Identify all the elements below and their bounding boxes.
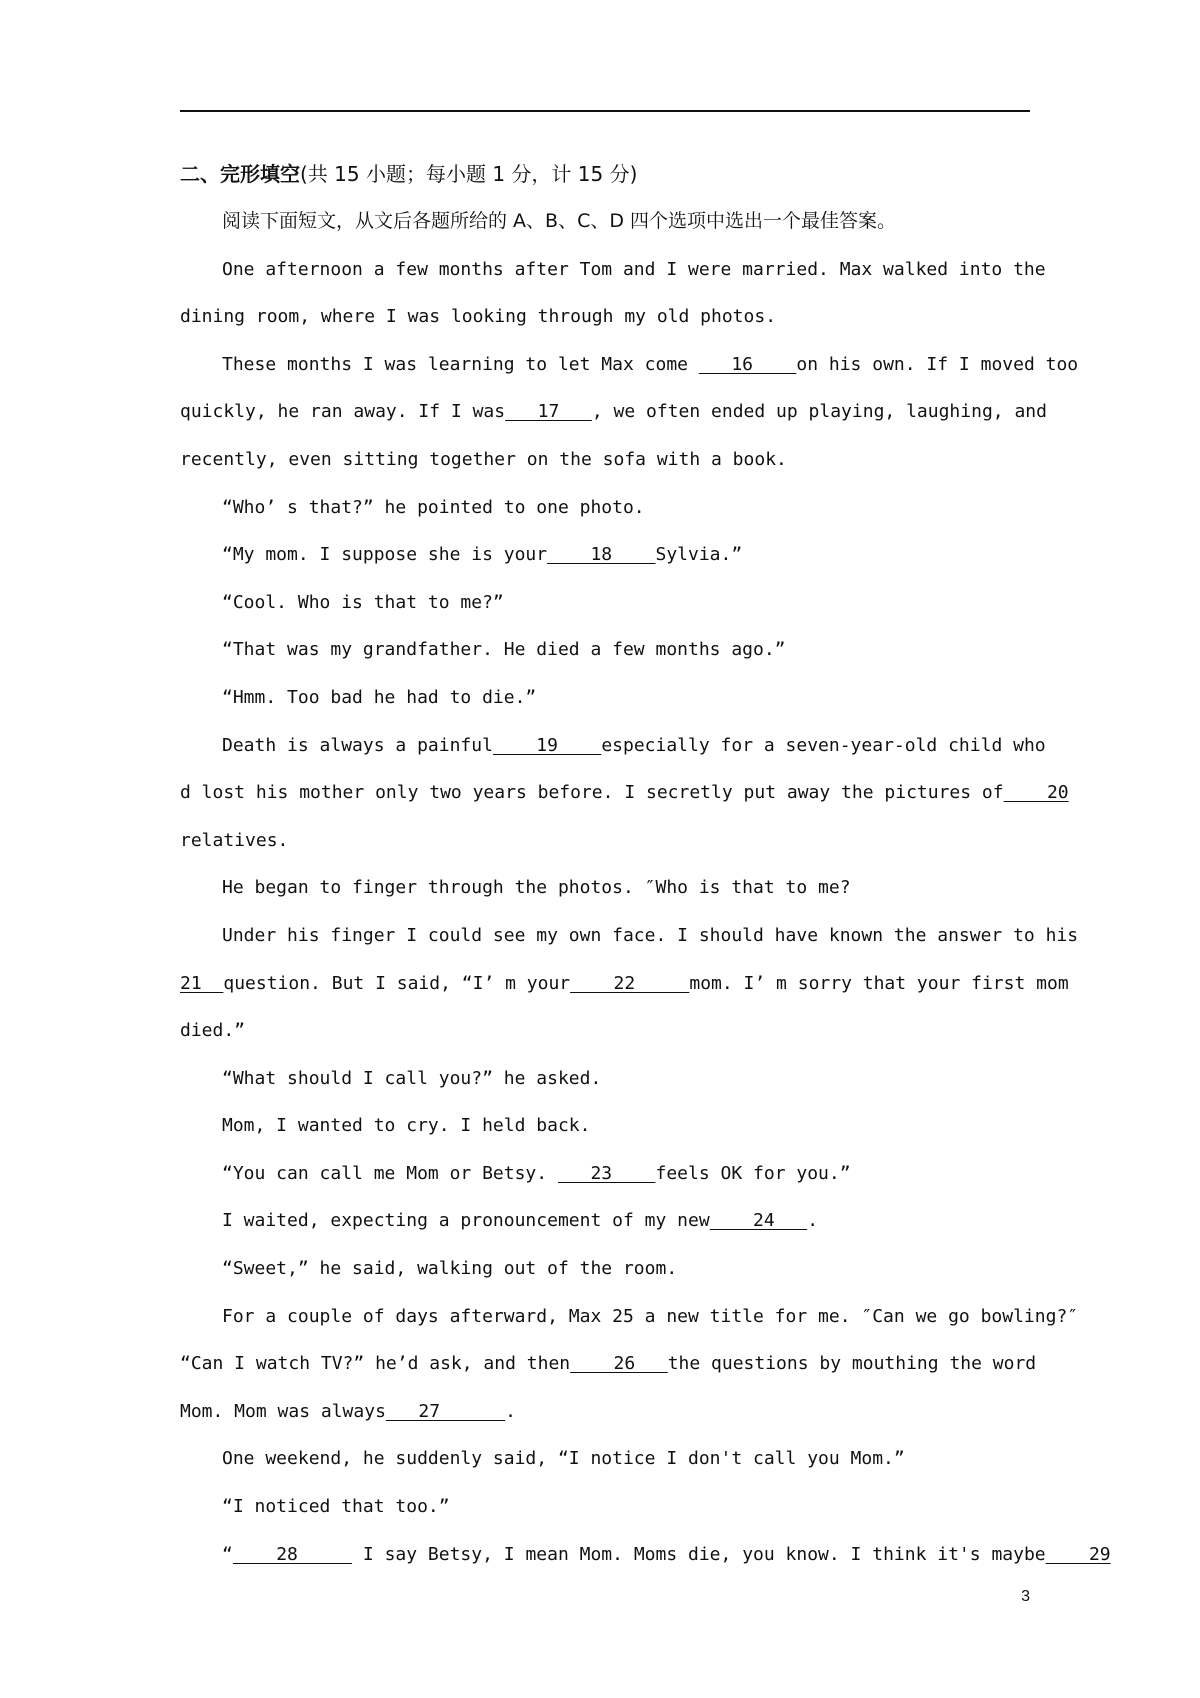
- blank-16: 16: [698, 353, 797, 375]
- passage-line: [180, 1197, 1030, 1245]
- blank-20: 20: [1003, 782, 1069, 804]
- text-span: “You can call me Mom or Betsy.: [222, 1162, 558, 1184]
- passage-line: “I noticed that too.”: [222, 1496, 450, 1518]
- blank-17: 17: [505, 401, 592, 423]
- blank-27: 27: [385, 1400, 506, 1422]
- passage-line: [180, 1531, 1111, 1579]
- document-page: [180, 150, 1111, 1578]
- passage-line: “Sweet,” he said, walking out of the room.: [222, 1258, 678, 1280]
- text-span: d lost his mother only two years before. I secretly put away the pictures of: [180, 782, 1004, 804]
- text-span: “Can I watch TV?” he’d ask, and then: [180, 1353, 571, 1375]
- text-span: I waited, expecting a pronouncement of my new: [222, 1210, 710, 1232]
- passage-line: relatives.: [180, 829, 289, 851]
- blank-29: 29: [1045, 1543, 1111, 1565]
- passage-line: “Hmm. Too bad he had to die.”: [222, 686, 537, 708]
- text-span: .: [505, 1400, 516, 1422]
- passage-line: [180, 341, 1079, 389]
- blank-22: 22: [570, 972, 690, 994]
- text-span: Sylvia.”: [655, 544, 743, 566]
- passage-line: For a couple of days afterward, Max 25 a new title for me. ″Can we go bowling?″: [222, 1305, 1079, 1327]
- passage-line: dining room, where I was looking through my old photos.: [180, 306, 777, 328]
- text-span: .: [807, 1210, 819, 1232]
- passage-line: One afternoon a few months after Tom and I were married. Max walked into the: [222, 258, 1046, 280]
- text-span: “: [222, 1543, 233, 1565]
- text-span: , we often ended up playing, laughing, and: [591, 401, 1047, 423]
- text-span: mom. I’ m sorry that your first mom: [689, 972, 1069, 994]
- passage-line: “What should I call you?” he asked.: [222, 1067, 602, 1089]
- section-scoring: (共 15 小题；每小题 1 分，计 15 分): [300, 162, 638, 186]
- section-title: 二、完形填空: [180, 162, 300, 186]
- text-span: I say Betsy, I mean Mom. Moms die, you know. I think it's maybe: [352, 1543, 1046, 1565]
- blank-19: 19: [492, 734, 602, 756]
- text-span: the questions by mouthing the word: [667, 1353, 1037, 1375]
- text-span: Mom. Mom was always: [180, 1400, 386, 1422]
- passage-line: “Cool. Who is that to me?”: [222, 591, 504, 613]
- passage-line: [180, 1340, 1037, 1388]
- blank-23: 23: [557, 1162, 656, 1184]
- passage-line: He began to finger through the photos. ″Who is that to me?: [222, 877, 851, 899]
- text-span: These months I was learning to let Max come: [222, 353, 699, 375]
- text-span: on his own. If I moved too: [796, 353, 1079, 375]
- text-span: Death is always a painful: [222, 734, 493, 756]
- passage-line: “Who’ s that?” he pointed to one photo.: [222, 496, 645, 518]
- text-span: feels OK for you.”: [655, 1162, 851, 1184]
- section-heading: [180, 150, 1030, 198]
- header-rule: [180, 110, 1030, 112]
- blank-21: 21: [180, 972, 224, 994]
- passage-line: died.”: [180, 1020, 246, 1042]
- passage-line: [180, 960, 1069, 1008]
- passage-line: “That was my grandfather. He died a few months ago.”: [222, 639, 786, 661]
- blank-18: 18: [547, 544, 656, 566]
- passage-line: [180, 531, 1030, 579]
- instruction-text: 阅读下面短文，从文后各题所给的 A、B、C、D 四个选项中选出一个最佳答案。: [222, 210, 897, 232]
- passage-line: [180, 1388, 1030, 1436]
- blank-28: 28: [232, 1543, 353, 1565]
- passage-line: Mom, I wanted to cry. I held back.: [222, 1115, 591, 1137]
- blank-26: 26: [570, 1353, 668, 1375]
- passage-line: Under his finger I could see my own face. I should have known the answer to his: [222, 924, 1079, 946]
- passage-line: recently, even sitting together on the sofa with a book.: [180, 448, 787, 470]
- page-number: 3: [1021, 1588, 1030, 1605]
- passage-line: [180, 769, 1069, 817]
- passage-line: [180, 1150, 1030, 1198]
- passage-line: [180, 388, 1047, 436]
- passage-line: [180, 722, 1046, 770]
- text-span: “My mom. I suppose she is your: [222, 544, 548, 566]
- blank-24: 24: [709, 1210, 808, 1232]
- text-span: especially for a seven-year-old child who: [601, 734, 1046, 756]
- text-span: question. But I said, “I’ m your: [223, 972, 571, 994]
- text-span: quickly, he ran away. If I was: [180, 401, 506, 423]
- passage-line: One weekend, he suddenly said, “I notice I don't call you Mom.”: [222, 1448, 905, 1470]
